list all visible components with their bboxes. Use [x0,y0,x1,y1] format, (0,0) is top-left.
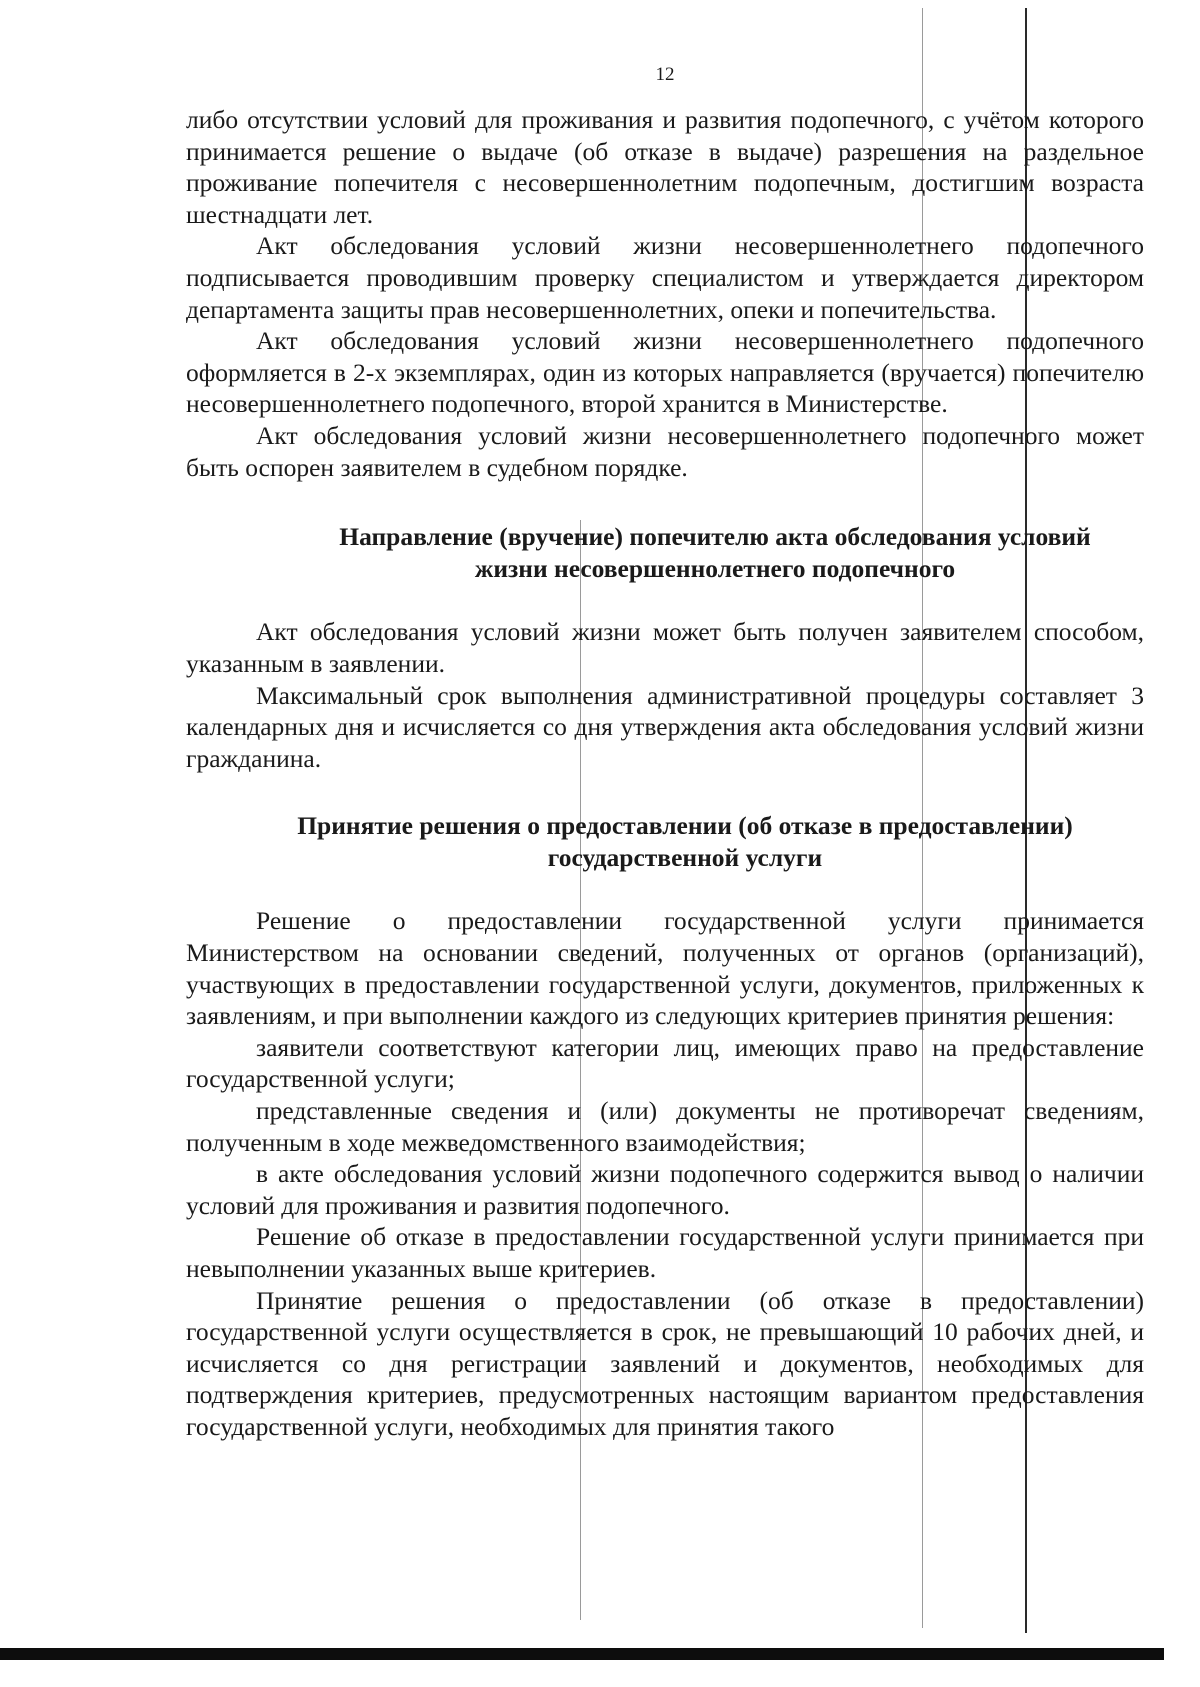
page-number: 12 [655,64,675,85]
document-body [186,104,1144,1443]
section-heading-line: государственной услуги [547,842,823,872]
paragraph: Решение о предоставлении государственной услуги принимается Министерством на основании сведений, полученных от органов (организаций), участвующих в предоставлении государственной услуги, документов, приложенных к заявлениям, и при выполнении каждого из следующих критериев принятия решения: [186,906,1144,1031]
paragraph: Акт обследования условий жизни несовершеннолетнего подопечного оформляется в 2-х экземплярах, один из которых направляется (вручается) попечителю несовершеннолетнего подопечного, второй хранится в Министерстве. [186,326,1144,419]
paragraph: Решение об отказе в предоставлении государственной услуги принимается при невыполнении указанных выше критериев. [186,1222,1144,1283]
section-heading [186,521,1144,584]
scan-bottom-edge [0,1648,1164,1660]
paragraph: Максимальный срок выполнения административной процедуры составляет 3 календарных дня и исчисляется со дня утверждения акта обследования условий жизни гражданина. [186,680,1144,773]
paragraph: Акт обследования условий жизни может быть получен заявителем способом, указанным в заявлении. [186,617,1144,678]
section-heading [186,810,1144,873]
paragraph: представленные сведения и (или) документы не противоречат сведениям, полученным в ходе межведомственного взаимодействия; [186,1096,1144,1157]
section-heading-line: Принятие решения о предоставлении (об отказе в предоставлении) [297,811,1073,841]
paragraph: в акте обследования условий жизни подопечного содержится вывод о наличии условий для проживания и развития подопечного. [186,1159,1144,1220]
section-heading-line: жизни несовершеннолетнего подопечного [474,553,956,583]
paragraph: Акт обследования условий жизни несовершеннолетнего подопечного подписывается проводившим проверку специалистом и утверждается директором департамента защиты прав несовершеннолетних, опеки и попечительства. [186,231,1144,324]
paragraph: Акт обследования условий жизни несовершеннолетнего подопечного может быть оспорен заявителем в судебном порядке. [186,420,1144,482]
paragraph: либо отсутствии условий для проживания и развития подопечного, с учётом которого принимается решение о выдаче (об отказе в выдаче) разрешения на раздельное проживание попечителя с несовершеннолетним подопечным, достигшим возраста шестнадцати лет. [186,105,1144,229]
section-heading-line: Направление (вручение) попечителю акта обследования условий [339,522,1091,552]
paragraph: заявители соответствуют категории лиц, имеющих право на предоставление государственной услуги; [186,1032,1144,1094]
paragraph: Принятие решения о предоставлении (об отказе в предоставлении) государственной услуги осуществляется в срок, не превышающий 10 рабочих дней, и исчисляется со дня регистрации заявлений и документов, необходимых для подтверждения критериев, предусмотренных настоящим вариантом предоставления государственной услуги, необходимых для принятия такого [186,1285,1144,1441]
